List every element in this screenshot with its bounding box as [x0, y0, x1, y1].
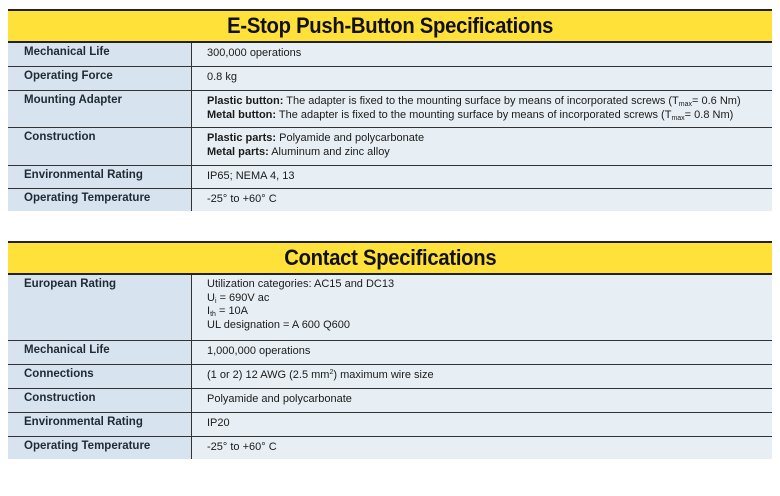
row-value: -25° to +60° C: [192, 189, 772, 211]
euro-ui-value: = 690V ac: [216, 291, 270, 304]
row-label: Mounting Adapter: [8, 91, 192, 127]
table-row: [8, 413, 772, 437]
table-row: [8, 341, 772, 365]
row-label: Environmental Rating: [8, 413, 192, 436]
row-value: IP65; NEMA 4, 13: [192, 166, 772, 188]
row-label: Operating Force: [8, 67, 192, 90]
construction-metal-text: Aluminum and zinc alloy: [268, 146, 390, 158]
construction-plastic-line: [207, 131, 772, 145]
estop-spec-table: [8, 9, 772, 211]
table-row: [8, 389, 772, 413]
row-value: 300,000 operations: [192, 43, 772, 66]
row-value: IP20: [192, 413, 772, 436]
row-label: Operating Temperature: [8, 189, 192, 211]
row-value: [192, 275, 772, 340]
construction-plastic-text: Polyamide and polycarbonate: [276, 132, 425, 144]
euro-ui-line: [207, 292, 772, 306]
table-row: [8, 437, 772, 459]
row-label: Operating Temperature: [8, 437, 192, 459]
row-value: 0.8 kg: [192, 67, 772, 90]
row-label: Environmental Rating: [8, 166, 192, 188]
row-value: 1,000,000 operations: [192, 341, 772, 364]
construction-plastic-heading: Plastic parts:: [207, 132, 277, 144]
euro-ith-line: [207, 305, 772, 319]
row-label: Mechanical Life: [8, 43, 192, 66]
row-value: [192, 91, 772, 127]
contact-title: Contact Specifications: [283, 245, 497, 270]
mount-plastic-line: [207, 94, 772, 108]
contact-spec-table: [8, 241, 772, 459]
row-value: [192, 365, 772, 388]
table-row: [8, 365, 772, 389]
mount-metal-text: The adapter is fixed to the mounting surface by means of incorporated screws (T: [276, 109, 672, 121]
contact-title-bar: [8, 241, 772, 275]
euro-ui-symbol: U: [207, 291, 215, 304]
row-value: [192, 128, 772, 165]
mount-metal-heading: Metal button:: [207, 109, 277, 121]
estop-title-bar: [8, 9, 772, 43]
row-label: Construction: [8, 128, 192, 165]
connections-text: (1 or 2) 12 AWG (2.5 mm: [207, 369, 330, 381]
table-row: [8, 67, 772, 91]
euro-ith-sub: th: [210, 311, 216, 318]
estop-title: E-Stop Push-Button Specifications: [227, 13, 553, 38]
table-row: [8, 275, 772, 341]
mount-metal-end: = 0.8 Nm): [684, 109, 734, 121]
table-row: [8, 166, 772, 189]
row-label: Connections: [8, 365, 192, 388]
table-row: [8, 189, 772, 211]
euro-ith-value: = 10A: [215, 305, 249, 317]
connections-end: ) maximum wire size: [333, 369, 434, 381]
row-label: Construction: [8, 389, 192, 412]
table-row: [8, 43, 772, 67]
mount-plastic-heading: Plastic button:: [207, 95, 284, 107]
row-label: European Rating: [8, 275, 192, 340]
row-value: Polyamide and polycarbonate: [192, 389, 772, 412]
mount-metal-line: [207, 108, 772, 122]
row-label: Mechanical Life: [8, 341, 192, 364]
table-row: [8, 91, 772, 128]
euro-ui-sub: i: [214, 297, 217, 305]
table-row: [8, 128, 772, 166]
connections-sup: 2: [329, 369, 334, 376]
row-value: -25° to +60° C: [192, 437, 772, 459]
mount-metal-sub: max: [671, 115, 685, 122]
euro-utilization-line: Utilization categories: AC15 and DC13: [207, 278, 395, 290]
mount-plastic-sub: max: [678, 101, 693, 108]
euro-ith-symbol: I: [207, 305, 211, 317]
construction-metal-line: [207, 145, 772, 159]
construction-metal-heading: Metal parts:: [207, 146, 269, 158]
mount-plastic-end: = 0.6 Nm): [692, 95, 741, 107]
euro-ul-line: UL designation = A 600 Q600: [207, 318, 351, 331]
mount-plastic-text: The adapter is fixed to the mounting surface by means of incorporated screws (T: [283, 95, 679, 107]
